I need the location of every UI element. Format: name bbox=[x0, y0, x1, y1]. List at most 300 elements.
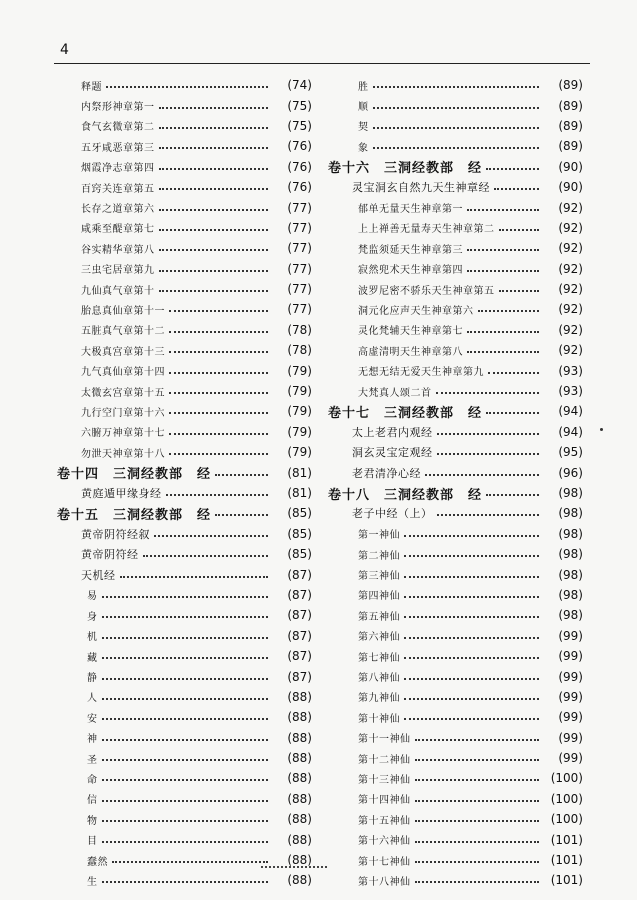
leader-dots bbox=[102, 779, 269, 781]
toc-entry bbox=[57, 870, 312, 890]
toc-section-heading bbox=[328, 401, 583, 421]
toc-entry bbox=[328, 279, 583, 299]
toc-entry-title: 物 bbox=[87, 815, 98, 827]
toc-entry-page: (79) bbox=[287, 404, 312, 419]
toc-entry-page: (74) bbox=[287, 78, 312, 93]
toc-entry-page: (88) bbox=[287, 771, 312, 786]
toc-entry-page: (88) bbox=[287, 689, 312, 704]
toc-entry-title: 九仙真气章第十 bbox=[81, 285, 155, 297]
toc-entry bbox=[57, 136, 312, 156]
toc-entry-title: 身 bbox=[87, 611, 98, 623]
toc-entry bbox=[57, 646, 312, 666]
toc-entry bbox=[328, 177, 583, 197]
leader-dots bbox=[467, 351, 539, 353]
toc-entry bbox=[328, 789, 583, 809]
toc-entry-page: (79) bbox=[287, 424, 312, 439]
leader-dots bbox=[404, 596, 539, 598]
toc-entry-page: (79) bbox=[287, 445, 312, 460]
toc-entry bbox=[57, 401, 312, 421]
toc-entry-page: (77) bbox=[287, 282, 312, 297]
leader-dots bbox=[467, 249, 539, 251]
toc-entry bbox=[57, 707, 312, 727]
toc-entry-title: 第六神仙 bbox=[358, 632, 400, 644]
leader-dots bbox=[159, 127, 269, 129]
leader-dots bbox=[102, 820, 269, 822]
leader-dots bbox=[494, 188, 539, 190]
toc-entry-page: (87) bbox=[287, 587, 312, 602]
toc-entry-title: 九气真仙章第十四 bbox=[81, 367, 165, 379]
toc-entry-page: (88) bbox=[287, 710, 312, 725]
toc-entry-title: 卷十六 三洞经教部 经 bbox=[328, 161, 483, 177]
toc-entry bbox=[57, 768, 312, 788]
leader-dots bbox=[404, 535, 539, 537]
leader-dots bbox=[373, 107, 540, 109]
leader-dots bbox=[169, 372, 268, 374]
toc-entry-title: 烟霞净志章第四 bbox=[81, 163, 155, 175]
toc-entry bbox=[328, 299, 583, 319]
toc-entry-page: (98) bbox=[558, 587, 583, 602]
leader-dots bbox=[102, 698, 269, 700]
toc-entry-page: (98) bbox=[558, 567, 583, 582]
toc-entry-title: 目 bbox=[87, 836, 98, 848]
toc-entry-page: (92) bbox=[558, 261, 583, 276]
toc-entry-title: 三虫宅居章第九 bbox=[81, 265, 155, 277]
toc-entry bbox=[57, 238, 312, 258]
toc-entry-title: 五牙咸恶章第三 bbox=[81, 142, 155, 154]
toc-entry-title: 第十四神仙 bbox=[358, 795, 411, 807]
toc-entry-title: 生 bbox=[87, 876, 98, 888]
leader-dots bbox=[499, 229, 540, 231]
toc-entry-page: (98) bbox=[558, 608, 583, 623]
toc-entry-title: 谷实精华章第八 bbox=[81, 244, 155, 256]
leader-dots bbox=[102, 678, 269, 680]
toc-entry bbox=[328, 116, 583, 136]
toc-entry bbox=[57, 320, 312, 340]
toc-entry-title: 机 bbox=[87, 632, 98, 644]
toc-entry-title: 内祭形神章第一 bbox=[81, 102, 155, 114]
toc-entry bbox=[328, 544, 583, 564]
toc-entry-title: 百窍关连章第五 bbox=[81, 183, 155, 195]
toc-entry bbox=[57, 829, 312, 849]
leader-dots bbox=[415, 820, 540, 822]
toc-entry-title: 易 bbox=[87, 591, 98, 603]
toc-entry-page: (87) bbox=[287, 628, 312, 643]
toc-entry-title: 契 bbox=[358, 122, 369, 134]
toc-entry-page: (79) bbox=[287, 363, 312, 378]
toc-entry-title: 大梵真人颂二首 bbox=[358, 387, 432, 399]
toc-entry-title: 静 bbox=[87, 673, 98, 685]
leader-dots bbox=[404, 718, 539, 720]
toc-entry-title: 五脏真气章第十二 bbox=[81, 326, 165, 338]
toc-entry bbox=[328, 748, 583, 768]
leader-dots bbox=[415, 861, 540, 863]
footer-mark bbox=[261, 866, 327, 868]
toc-entry bbox=[328, 850, 583, 870]
toc-entry-page: (99) bbox=[558, 751, 583, 766]
leader-dots bbox=[159, 107, 269, 109]
toc-entry bbox=[57, 422, 312, 442]
leader-dots bbox=[169, 453, 268, 455]
toc-entry bbox=[57, 544, 312, 564]
toc-entry-title: 第四神仙 bbox=[358, 591, 400, 603]
toc-entry-page: (100) bbox=[550, 771, 583, 786]
leader-dots bbox=[436, 392, 540, 394]
toc-entry bbox=[57, 177, 312, 197]
toc-entry-title: 波罗尼密不骄乐天生神章第五 bbox=[358, 285, 495, 297]
toc-entry-title: 第十七神仙 bbox=[358, 856, 411, 868]
toc-entry-page: (75) bbox=[287, 98, 312, 113]
toc-entry-page: (99) bbox=[558, 710, 583, 725]
toc-entry bbox=[328, 136, 583, 156]
toc-entry-title: 老君清净心经 bbox=[352, 466, 421, 480]
toc-entry-title: 黄帝阴符经 bbox=[81, 548, 139, 562]
toc-entry-page: (99) bbox=[558, 730, 583, 745]
leader-dots bbox=[169, 351, 268, 353]
toc-entry-page: (88) bbox=[287, 730, 312, 745]
toc-entry-title: 食气玄微章第二 bbox=[81, 122, 155, 134]
toc-section-heading bbox=[328, 157, 583, 177]
leader-dots bbox=[154, 535, 268, 537]
leader-dots bbox=[404, 616, 539, 618]
leader-dots bbox=[486, 494, 539, 496]
toc-entry bbox=[328, 422, 583, 442]
toc-entry bbox=[57, 218, 312, 238]
leader-dots bbox=[404, 698, 539, 700]
toc-entry-page: (89) bbox=[558, 139, 583, 154]
toc-entry-page: (88) bbox=[287, 832, 312, 847]
toc-entry-page: (96) bbox=[558, 465, 583, 480]
toc-entry bbox=[328, 320, 583, 340]
toc-entry-page: (100) bbox=[550, 812, 583, 827]
toc-entry bbox=[328, 218, 583, 238]
toc-entry bbox=[57, 585, 312, 605]
leader-dots bbox=[437, 433, 540, 435]
leader-dots bbox=[106, 86, 268, 88]
toc-entry bbox=[328, 340, 583, 360]
page-number: 4 bbox=[60, 42, 69, 58]
toc-entry-page: (85) bbox=[287, 547, 312, 562]
leader-dots bbox=[467, 270, 539, 272]
toc-entry bbox=[328, 687, 583, 707]
toc-entry-title: 象 bbox=[358, 142, 369, 154]
toc-entry bbox=[328, 75, 583, 95]
toc-entry-page: (81) bbox=[287, 465, 312, 480]
toc-entry bbox=[57, 789, 312, 809]
toc-entry-title: 九行空门章第十六 bbox=[81, 407, 165, 419]
leader-dots bbox=[373, 147, 540, 149]
toc-entry-title: 咸乘至醍章第七 bbox=[81, 224, 155, 236]
toc-entry-page: (87) bbox=[287, 669, 312, 684]
leader-dots bbox=[425, 474, 539, 476]
leader-dots bbox=[404, 637, 539, 639]
toc-entry bbox=[57, 442, 312, 462]
toc-entry-title: 黄帝阴符经叙 bbox=[81, 527, 150, 541]
toc-entry-page: (92) bbox=[558, 241, 583, 256]
toc-entry-title: 圣 bbox=[87, 754, 98, 766]
toc-entry-page: (98) bbox=[558, 506, 583, 521]
toc-entry-page: (89) bbox=[558, 98, 583, 113]
toc-entry-title: 黄庭遁甲缘身经 bbox=[81, 487, 162, 500]
leader-dots bbox=[102, 616, 269, 618]
toc-entry-page: (77) bbox=[287, 241, 312, 256]
toc-entry-title: 郁单无量天生神章第一 bbox=[358, 204, 463, 216]
toc-entry-title: 第五神仙 bbox=[358, 611, 400, 623]
toc-entry bbox=[57, 299, 312, 319]
toc-entry-title: 第十三神仙 bbox=[358, 774, 411, 786]
toc-entry-page: (100) bbox=[550, 791, 583, 806]
toc-entry-page: (77) bbox=[287, 302, 312, 317]
leader-dots bbox=[415, 881, 540, 883]
toc-entry bbox=[328, 259, 583, 279]
toc-entry bbox=[57, 381, 312, 401]
leader-dots bbox=[159, 229, 269, 231]
toc-entry-page: (92) bbox=[558, 322, 583, 337]
toc-entry-page: (77) bbox=[287, 200, 312, 215]
leader-dots bbox=[215, 514, 268, 516]
toc-entry bbox=[57, 605, 312, 625]
leader-dots bbox=[102, 800, 269, 802]
toc-entry-page: (78) bbox=[287, 322, 312, 337]
toc-entry-page: (99) bbox=[558, 669, 583, 684]
leader-dots bbox=[415, 739, 540, 741]
toc-entry bbox=[328, 626, 583, 646]
toc-entry-page: (76) bbox=[287, 159, 312, 174]
toc-entry bbox=[57, 687, 312, 707]
leader-dots bbox=[102, 841, 269, 843]
toc-entry-page: (95) bbox=[558, 445, 583, 460]
toc-entry-page: (98) bbox=[558, 526, 583, 541]
leader-dots bbox=[404, 657, 539, 659]
leader-dots bbox=[169, 310, 268, 312]
leader-dots bbox=[169, 392, 268, 394]
toc-entry-title: 第十一神仙 bbox=[358, 734, 411, 746]
toc-entry bbox=[328, 564, 583, 584]
leader-dots bbox=[415, 779, 540, 781]
toc-entry-title: 无想无结无爱天生神章第九 bbox=[358, 367, 484, 379]
toc-entry-page: (94) bbox=[558, 424, 583, 439]
toc-left-column bbox=[57, 75, 312, 891]
toc-entry-page: (89) bbox=[558, 118, 583, 133]
toc-section-heading bbox=[57, 503, 312, 523]
toc-entry bbox=[57, 75, 312, 95]
leader-dots bbox=[415, 841, 540, 843]
toc-entry bbox=[328, 462, 583, 482]
leader-dots bbox=[159, 270, 269, 272]
toc-entry bbox=[328, 707, 583, 727]
toc-entry bbox=[328, 360, 583, 380]
toc-entry-page: (78) bbox=[287, 343, 312, 358]
toc-entry bbox=[328, 381, 583, 401]
toc-entry-title: 胎息真仙章第十一 bbox=[81, 305, 165, 317]
toc-entry-page: (89) bbox=[558, 78, 583, 93]
toc-entry-page: (92) bbox=[558, 282, 583, 297]
toc-entry bbox=[328, 585, 583, 605]
toc-entry bbox=[57, 748, 312, 768]
toc-entry-page: (81) bbox=[287, 486, 312, 500]
toc-entry-page: (88) bbox=[287, 812, 312, 827]
leader-dots bbox=[169, 433, 268, 435]
toc-entry bbox=[57, 728, 312, 748]
toc-entry bbox=[328, 728, 583, 748]
leader-dots bbox=[102, 759, 269, 761]
toc-entry-page: (98) bbox=[558, 547, 583, 562]
toc-entry bbox=[328, 605, 583, 625]
toc-entry-page: (87) bbox=[287, 649, 312, 664]
toc-entry-title: 第九神仙 bbox=[358, 693, 400, 705]
leader-dots bbox=[404, 555, 539, 557]
toc-entry bbox=[57, 626, 312, 646]
toc-entry bbox=[57, 564, 312, 584]
leader-dots bbox=[159, 168, 269, 170]
toc-entry-title: 人 bbox=[87, 693, 98, 705]
toc-entry-title: 释题 bbox=[81, 81, 102, 93]
toc-entry-page: (88) bbox=[287, 853, 312, 868]
leader-dots bbox=[159, 209, 269, 211]
toc-entry-title: 洞元化应声天生神章第六 bbox=[358, 305, 474, 317]
toc-entry-page: (85) bbox=[287, 526, 312, 541]
toc-entry-page: (92) bbox=[558, 343, 583, 358]
toc-entry-page: (99) bbox=[558, 628, 583, 643]
leader-dots bbox=[415, 759, 540, 761]
leader-dots bbox=[169, 412, 268, 414]
toc-entry-title: 第二神仙 bbox=[358, 550, 400, 562]
toc-entry-page: (87) bbox=[287, 567, 312, 582]
toc-entry-title: 长存之道章第六 bbox=[81, 204, 155, 216]
leader-dots bbox=[169, 331, 268, 333]
leader-dots bbox=[478, 310, 540, 312]
toc-entry-title: 蠢然 bbox=[87, 856, 108, 868]
toc-entry-page: (94) bbox=[558, 404, 583, 419]
leader-dots bbox=[143, 555, 269, 557]
toc-entry bbox=[57, 259, 312, 279]
leader-dots bbox=[159, 249, 269, 251]
toc-entry-title: 卷十四 三洞经教部 经 bbox=[57, 467, 212, 483]
leader-dots bbox=[373, 86, 540, 88]
toc-entry-title: 卷十八 三洞经教部 经 bbox=[328, 487, 483, 503]
toc-entry-page: (88) bbox=[287, 751, 312, 766]
leader-dots bbox=[404, 576, 539, 578]
leader-dots bbox=[102, 718, 269, 720]
toc-entry bbox=[57, 340, 312, 360]
leader-dots bbox=[404, 678, 539, 680]
toc-entry-title: 顺 bbox=[358, 102, 369, 114]
toc-entry bbox=[328, 809, 583, 829]
leader-dots bbox=[159, 188, 269, 190]
leader-dots bbox=[499, 290, 540, 292]
toc-entry-page: (101) bbox=[550, 853, 583, 868]
leader-dots bbox=[159, 290, 269, 292]
toc-entry bbox=[328, 524, 583, 544]
toc-entry-title: 第八神仙 bbox=[358, 673, 400, 685]
leader-dots bbox=[112, 861, 268, 863]
toc-entry-title: 上上禅善无量寿天生神章第二 bbox=[358, 224, 495, 236]
toc-entry bbox=[328, 870, 583, 890]
leader-dots bbox=[159, 147, 269, 149]
toc-entry-page: (101) bbox=[550, 873, 583, 888]
toc-entry-title: 卷十五 三洞经教部 经 bbox=[57, 507, 212, 523]
toc-entry-page: (90) bbox=[558, 180, 583, 195]
toc-entry-title: 灵化梵辅天生神章第七 bbox=[358, 326, 463, 338]
toc-entry-title: 信 bbox=[87, 795, 98, 807]
leader-dots bbox=[102, 657, 269, 659]
toc-entry bbox=[328, 442, 583, 462]
toc-entry-title: 勿泄天神章第十八 bbox=[81, 448, 165, 460]
toc-entry bbox=[328, 666, 583, 686]
margin-dot bbox=[600, 428, 603, 431]
toc-entry-title: 寂然兜术天生神章第四 bbox=[358, 265, 463, 277]
toc-entry bbox=[328, 768, 583, 788]
toc-entry-page: (92) bbox=[558, 302, 583, 317]
leader-dots bbox=[437, 453, 540, 455]
toc-entry bbox=[57, 95, 312, 115]
toc-entry-title: 第十八神仙 bbox=[358, 876, 411, 888]
toc-entry bbox=[57, 483, 312, 503]
toc-entry-title: 梵监须延天生神章第三 bbox=[358, 244, 463, 256]
toc-entry bbox=[328, 503, 583, 523]
toc-entry-page: (92) bbox=[558, 220, 583, 235]
toc-entry-title: 太上老君内观经 bbox=[352, 425, 433, 439]
toc-entry bbox=[328, 829, 583, 849]
toc-entry-title: 第十五神仙 bbox=[358, 815, 411, 827]
toc-entry-page: (77) bbox=[287, 261, 312, 276]
toc-entry-page: (79) bbox=[287, 384, 312, 399]
toc-entry bbox=[328, 95, 583, 115]
toc-entry-page: (98) bbox=[558, 486, 583, 500]
toc-entry bbox=[57, 197, 312, 217]
leader-dots bbox=[215, 474, 268, 476]
toc-entry-title: 六腑万神章第十七 bbox=[81, 428, 165, 440]
toc-section-heading bbox=[57, 462, 312, 482]
toc-entry-title: 第三神仙 bbox=[358, 571, 400, 583]
toc-entry-title: 天机经 bbox=[81, 568, 116, 582]
toc-entry-page: (76) bbox=[287, 180, 312, 195]
toc-entry bbox=[57, 360, 312, 380]
leader-dots bbox=[467, 331, 539, 333]
toc-entry-page: (85) bbox=[287, 506, 312, 521]
toc-entry-title: 大极真宫章第十三 bbox=[81, 346, 165, 358]
toc-entry-title: 藏 bbox=[87, 652, 98, 664]
toc-entry-page: (93) bbox=[558, 363, 583, 378]
toc-entry-title: 第十二神仙 bbox=[358, 754, 411, 766]
leader-dots bbox=[467, 209, 539, 211]
toc-entry-page: (75) bbox=[287, 118, 312, 133]
toc-entry-title: 卷十七 三洞经教部 经 bbox=[328, 405, 483, 421]
toc-entry bbox=[328, 238, 583, 258]
toc-entry bbox=[57, 666, 312, 686]
leader-dots bbox=[486, 412, 539, 414]
toc-entry-title: 老子中经（上） bbox=[352, 507, 433, 521]
toc-entry-title: 第七神仙 bbox=[358, 652, 400, 664]
toc-entry-page: (87) bbox=[287, 608, 312, 623]
toc-entry-title: 胜 bbox=[358, 81, 369, 93]
toc-entry bbox=[57, 809, 312, 829]
toc-entry-page: (76) bbox=[287, 139, 312, 154]
toc-entry-page: (93) bbox=[558, 384, 583, 399]
toc-entry-title: 第十神仙 bbox=[358, 713, 400, 725]
toc-entry bbox=[57, 116, 312, 136]
toc-entry bbox=[328, 197, 583, 217]
leader-dots bbox=[486, 168, 539, 170]
toc-entry-title: 神 bbox=[87, 734, 98, 746]
toc-entry bbox=[57, 524, 312, 544]
toc-entry-page: (92) bbox=[558, 200, 583, 215]
toc-entry-title: 灵宝洞玄自然九天生神章经 bbox=[352, 181, 490, 195]
leader-dots bbox=[437, 514, 540, 516]
leader-dots bbox=[373, 127, 540, 129]
toc-entry-page: (99) bbox=[558, 649, 583, 664]
leader-dots bbox=[102, 637, 269, 639]
toc-entry-title: 安 bbox=[87, 713, 98, 725]
